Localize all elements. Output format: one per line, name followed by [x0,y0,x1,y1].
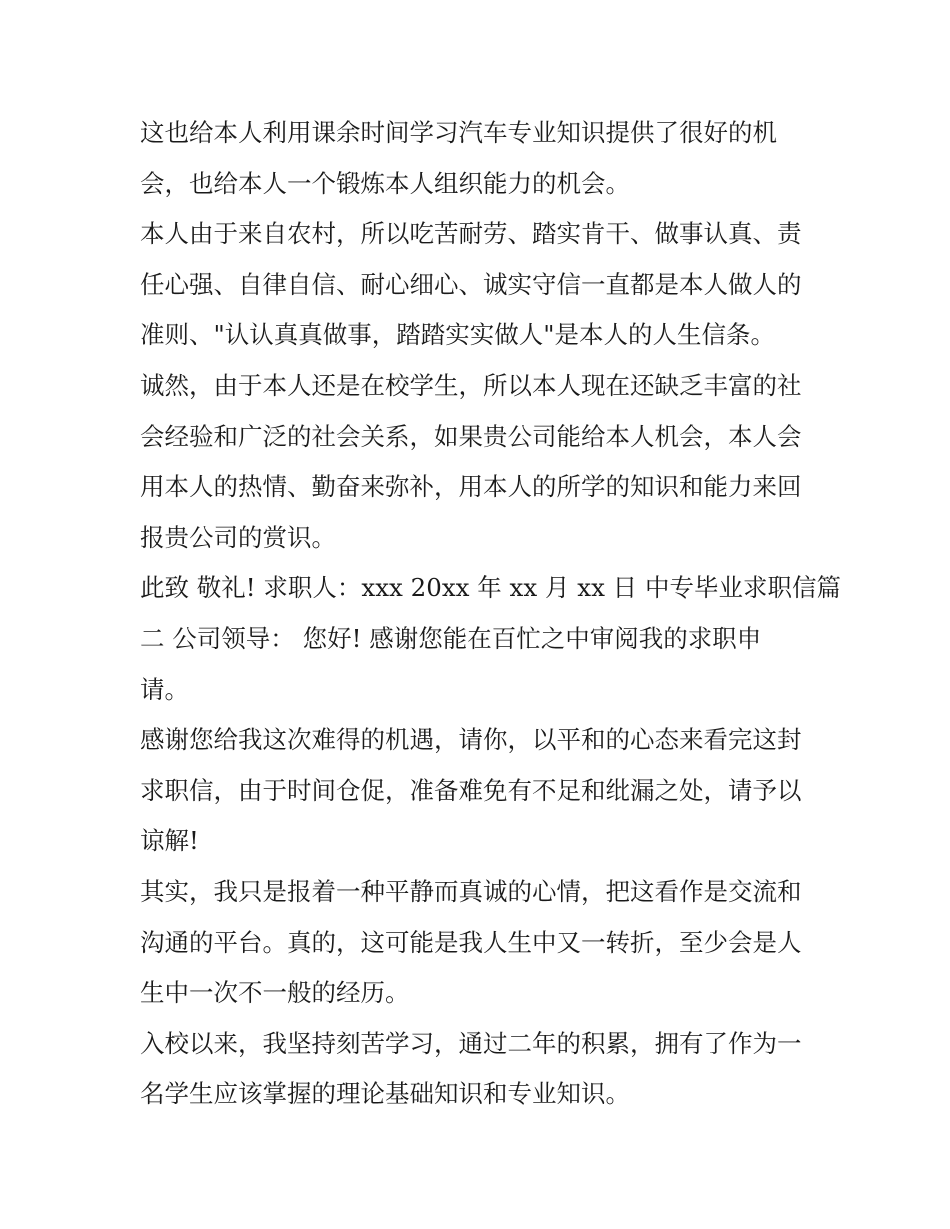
text-line: 谅解! [140,826,199,856]
text-line: 感谢您给我这次难得的机遇，请你，以平和的心态来看完这封 [140,725,802,755]
text-line: 沟通的平台。真的，这可能是我人生中又一转折，至少会是人 [140,927,802,957]
text-line: 请。 [140,674,189,704]
text-line: 此致 敬礼! 求职人：xxx 20xx 年 xx 月 xx 日 中专毕业求职信篇 [140,573,841,603]
text-line: 诚然，由于本人还是在校学生，所以本人现在还缺乏丰富的社 [140,370,802,400]
text-line: 用本人的热情、勤奋来弥补，用本人的所学的知识和能力来回 [140,472,802,502]
document-body [140,108,841,1120]
text-line: 报贵公司的赏识。 [140,522,336,552]
text-line: 其实，我只是报着一种平静而真诚的心情，把这看作是交流和 [140,876,802,906]
text-line: 这也给本人利用课余时间学习汽车专业知识提供了很好的机 [140,118,777,147]
text-line: 任心强、自律自信、耐心细心、诚实守信一直都是本人做人的 [140,269,802,299]
text-line: 会经验和广泛的社会关系，如果贵公司能给本人机会，本人会 [140,421,802,451]
text-line: 生中一次不一般的经历。 [140,978,410,1008]
text-line: 求职信，由于时间仓促，准备难免有不足和纰漏之处，请予以 [140,775,802,805]
text-line: 会，也给本人一个锻炼本人组织能力的机会。 [140,168,630,198]
text-line: 名学生应该掌握的理论基础知识和专业知识。 [140,1079,630,1109]
text-line: 本人由于来自农村，所以吃苦耐劳、踏实肯干、做事认真、责 [140,219,802,249]
text-line: 准则、"认认真真做事，踏踏实实做人"是本人的人生信条。 [140,320,776,350]
text-line: 入校以来，我坚持刻苦学习，通过二年的积累，拥有了作为一 [140,1028,802,1058]
text-line: 二 公司领导： 您好! 感谢您能在百忙之中审阅我的求职申 [140,623,762,653]
